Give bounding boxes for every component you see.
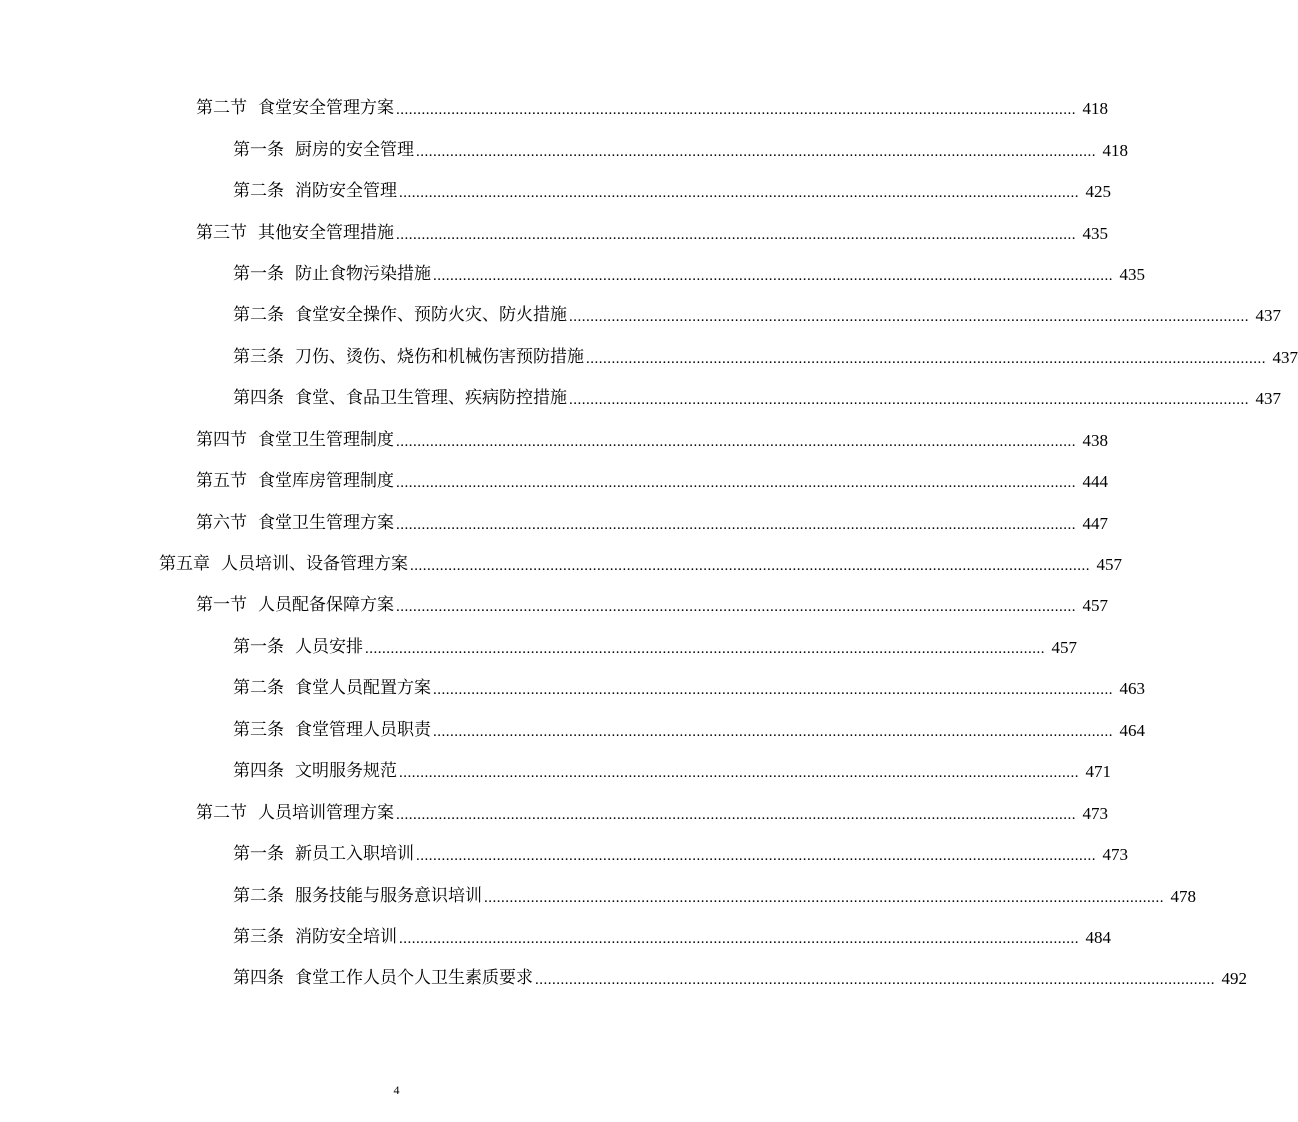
toc-entry-title: 食堂库房管理制度 — [258, 471, 394, 492]
dot-leader: ................................................................................................................................................................ — [569, 392, 1249, 409]
dot-leader: ................................................................................................................................................................ — [365, 640, 1045, 657]
toc-entry-label: 第二条 — [233, 678, 284, 699]
toc-entry[interactable] — [0, 668, 1145, 709]
toc-entry-title: 文明服务规范 — [295, 761, 397, 782]
toc-entry-label: 第二条 — [233, 885, 284, 906]
toc-entry-page: 457 — [1082, 596, 1108, 616]
toc-entry-title: 食堂人员配置方案 — [295, 678, 431, 699]
toc-entry-label: 第五章 — [159, 554, 210, 575]
toc-entry-page: 418 — [1102, 140, 1128, 160]
toc-entry-title: 人员配备保障方案 — [258, 595, 394, 616]
toc-entry-page: 473 — [1102, 845, 1128, 865]
toc-entry[interactable] — [0, 212, 1108, 253]
toc-entry[interactable] — [0, 792, 1108, 833]
toc-entry-page: 471 — [1085, 762, 1111, 782]
toc-entry-title: 人员培训管理方案 — [258, 802, 394, 823]
table-of-contents — [0, 88, 1298, 1000]
toc-entry-title: 刀伤、烫伤、烧伤和机械伤害预防措施 — [295, 346, 584, 367]
dot-leader: ................................................................................................................................................................ — [396, 226, 1076, 243]
toc-entry-page: 437 — [1255, 389, 1281, 409]
toc-entry[interactable] — [0, 710, 1145, 751]
toc-entry-label: 第二节 — [196, 802, 247, 823]
dot-leader: ................................................................................................................................................................ — [416, 848, 1096, 865]
toc-entry-label: 第三节 — [196, 222, 247, 243]
toc-entry-label: 第二节 — [196, 98, 247, 119]
dot-leader: ................................................................................................................................................................ — [399, 765, 1079, 782]
toc-entry[interactable] — [0, 834, 1128, 875]
dot-leader: ................................................................................................................................................................ — [396, 102, 1076, 119]
toc-entry-label: 第四条 — [233, 968, 284, 989]
toc-entry-page: 463 — [1119, 679, 1145, 699]
toc-entry-page: 478 — [1170, 886, 1196, 906]
toc-entry-label: 第一条 — [233, 844, 284, 865]
dot-leader: ................................................................................................................................................................ — [396, 516, 1076, 533]
dot-leader: ................................................................................................................................................................ — [484, 889, 1164, 906]
toc-entry-page: 492 — [1221, 969, 1247, 989]
toc-entry[interactable] — [0, 502, 1108, 543]
page-number: 4 — [393, 1083, 400, 1097]
toc-entry-page: 437 — [1255, 306, 1281, 326]
toc-entry-label: 第四条 — [233, 761, 284, 782]
toc-entry[interactable] — [0, 378, 1281, 419]
dot-leader: ................................................................................................................................................................ — [433, 682, 1113, 699]
toc-entry-label: 第一条 — [233, 636, 284, 657]
toc-entry[interactable] — [0, 627, 1077, 668]
toc-entry-label: 第四节 — [196, 429, 247, 450]
toc-entry-label: 第三条 — [233, 346, 284, 367]
dot-leader: ................................................................................................................................................................ — [396, 433, 1076, 450]
toc-entry-label: 第一节 — [196, 595, 247, 616]
dot-leader: ................................................................................................................................................................ — [433, 723, 1113, 740]
toc-entry[interactable] — [0, 420, 1108, 461]
toc-entry[interactable] — [0, 171, 1111, 212]
toc-entry-label: 第三条 — [233, 926, 284, 947]
toc-entry-title: 防止食物污染措施 — [295, 263, 431, 284]
toc-entry-title: 食堂安全管理方案 — [258, 98, 394, 119]
toc-entry-title: 其他安全管理措施 — [258, 222, 394, 243]
toc-entry-title: 服务技能与服务意识培训 — [295, 885, 482, 906]
dot-leader: ................................................................................................................................................................ — [399, 185, 1079, 202]
toc-entry-title: 新员工入职培训 — [295, 844, 414, 865]
toc-entry-page: 437 — [1272, 347, 1298, 367]
toc-entry-title: 食堂管理人员职责 — [295, 719, 431, 740]
toc-entry[interactable] — [0, 88, 1108, 129]
toc-entry-title: 人员培训、设备管理方案 — [221, 554, 408, 575]
toc-entry-page: 484 — [1085, 927, 1111, 947]
dot-leader: ................................................................................................................................................................ — [410, 558, 1090, 575]
toc-entry-title: 消防安全培训 — [295, 926, 397, 947]
toc-entry-page: 444 — [1082, 472, 1108, 492]
toc-entry[interactable] — [0, 917, 1111, 958]
toc-entry-label: 第一条 — [233, 263, 284, 284]
toc-entry-page: 425 — [1085, 182, 1111, 202]
toc-entry[interactable] — [0, 337, 1298, 378]
toc-entry-title: 食堂卫生管理方案 — [258, 512, 394, 533]
toc-entry-page: 438 — [1082, 430, 1108, 450]
toc-entry-title: 食堂工作人员个人卫生素质要求 — [295, 968, 533, 989]
toc-entry-page: 464 — [1119, 720, 1145, 740]
toc-entry-label: 第五节 — [196, 471, 247, 492]
dot-leader: ................................................................................................................................................................ — [416, 143, 1096, 160]
dot-leader: ................................................................................................................................................................ — [433, 267, 1113, 284]
toc-entry-title: 食堂卫生管理制度 — [258, 429, 394, 450]
toc-entry[interactable] — [0, 751, 1111, 792]
toc-entry-page: 457 — [1096, 555, 1122, 575]
toc-entry-label: 第二条 — [233, 181, 284, 202]
toc-entry[interactable] — [0, 958, 1247, 999]
toc-entry-page: 418 — [1082, 99, 1108, 119]
toc-entry-label: 第二条 — [233, 305, 284, 326]
toc-entry[interactable] — [0, 295, 1281, 336]
toc-entry[interactable] — [0, 585, 1108, 626]
toc-entry[interactable] — [0, 544, 1122, 585]
toc-entry-page: 457 — [1051, 637, 1077, 657]
dot-leader: ................................................................................................................................................................ — [396, 599, 1076, 616]
toc-entry-label: 第四条 — [233, 388, 284, 409]
toc-entry-title: 食堂安全操作、预防火灾、防火措施 — [295, 305, 567, 326]
toc-entry-page: 435 — [1119, 264, 1145, 284]
toc-entry[interactable] — [0, 461, 1108, 502]
dot-leader: ................................................................................................................................................................ — [399, 930, 1079, 947]
toc-entry-page: 447 — [1082, 513, 1108, 533]
toc-entry-label: 第三条 — [233, 719, 284, 740]
toc-entry[interactable] — [0, 875, 1196, 916]
dot-leader: ................................................................................................................................................................ — [569, 309, 1249, 326]
dot-leader: ................................................................................................................................................................ — [535, 972, 1215, 989]
toc-entry-title: 食堂、食品卫生管理、疾病防控措施 — [295, 388, 567, 409]
toc-entry-title: 厨房的安全管理 — [295, 139, 414, 160]
toc-entry-title: 人员安排 — [295, 636, 363, 657]
dot-leader: ................................................................................................................................................................ — [586, 350, 1266, 367]
toc-entry-label: 第六节 — [196, 512, 247, 533]
toc-entry-page: 435 — [1082, 223, 1108, 243]
toc-entry-title: 消防安全管理 — [295, 181, 397, 202]
toc-entry-label: 第一条 — [233, 139, 284, 160]
dot-leader: ................................................................................................................................................................ — [396, 806, 1076, 823]
toc-entry[interactable] — [0, 129, 1128, 170]
toc-entry[interactable] — [0, 254, 1145, 295]
toc-entry-page: 473 — [1082, 803, 1108, 823]
dot-leader: ................................................................................................................................................................ — [396, 475, 1076, 492]
